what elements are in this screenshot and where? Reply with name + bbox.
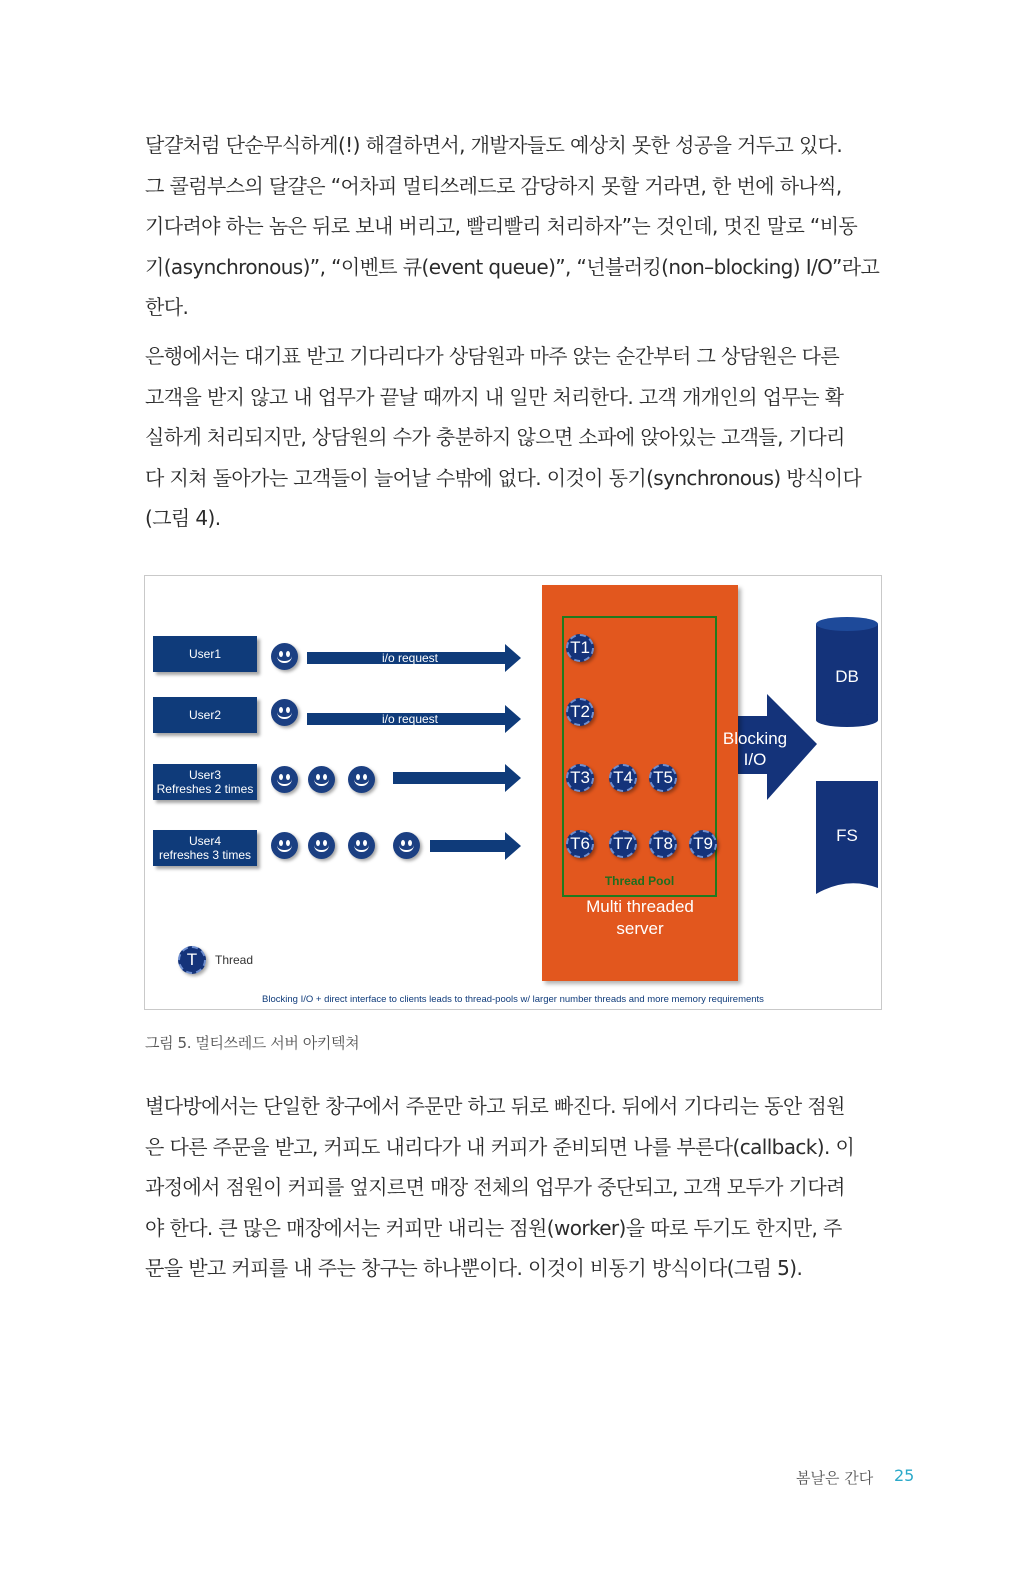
- legend-label: Thread: [215, 953, 254, 967]
- smiley-icon: [348, 832, 375, 859]
- thread-t2: T2: [566, 698, 594, 726]
- smiley-icon: [308, 832, 335, 859]
- blocking-label-line: I/O: [743, 750, 767, 769]
- thread-t1: T1: [566, 634, 594, 662]
- paragraph-1: [145, 125, 885, 328]
- smiley-icon: [348, 766, 375, 793]
- thread-pool-label: Thread Pool: [604, 874, 675, 888]
- thread-t4: T4: [609, 764, 637, 792]
- page-number: 25: [894, 1466, 915, 1485]
- server-label-line: Multi threaded: [586, 897, 694, 916]
- smiley-icon: [271, 643, 298, 670]
- thread-t7: T7: [609, 830, 637, 858]
- server-label-line: server: [616, 919, 664, 938]
- architecture-figure: [144, 575, 882, 1010]
- user2-box: User2: [153, 697, 257, 733]
- smiley-icon: [271, 766, 298, 793]
- text-line: 별다방에서는 단일한 창구에서 주문만 하고 뒤로 빠진다. 뒤에서 기다리는 동안 점원: [145, 1094, 845, 1118]
- text-line: (그림 4).: [145, 506, 221, 530]
- paragraph-3: [145, 1086, 885, 1289]
- text-line: 기(asynchronous)”, “이벤트 큐(event queue)”, “넌블러킹(non–blocking) I/O”라고: [145, 254, 880, 279]
- thread-t5: T5: [649, 764, 677, 792]
- db-label: DB: [835, 667, 859, 686]
- thread-t8: T8: [649, 830, 677, 858]
- text-line: 야 한다. 큰 많은 매장에서는 커피만 내리는 점원(worker)을 따로 두기도 한지만, 주: [145, 1215, 842, 1240]
- text-line: 실하게 처리되지만, 상담원의 수가 충분하지 않으면 소파에 앉아있는 고객들, 기다리: [145, 425, 845, 449]
- text-line: 달걀처럼 단순무식하게(!) 해결하면서, 개발자들도 예상치 못한 성공을 거두고 있다.: [145, 133, 843, 157]
- thread-t9: T9: [689, 830, 717, 858]
- request-arrow-user3: [393, 764, 521, 792]
- text-line: 고객을 받지 않고 내 업무가 끝날 때까지 내 일만 처리한다. 고객 개개인의 업무는 확: [145, 384, 844, 409]
- text-line: 기다려야 하는 놈은 뒤로 보내 버리고, 빨리빨리 처리하자”는 것인데, 멋진 말로 “비동: [145, 214, 858, 238]
- user3-box: User3 Refreshes 2 times: [153, 764, 257, 800]
- legend-thread-icon: T: [178, 946, 206, 974]
- text-line: 다 지쳐 돌아가는 고객들이 늘어날 수밖에 없다. 이것이 동기(synchronous) 방식이다: [145, 465, 862, 490]
- io-request-label-1: i/o request: [381, 651, 439, 665]
- text-line: 은 다른 주문을 받고, 커피도 내리다가 내 커피가 준비되면 나를 부른다(callback). 이: [145, 1134, 855, 1159]
- request-arrow-user4: [430, 832, 521, 860]
- smiley-icon: [308, 766, 335, 793]
- user1-box: User1: [153, 636, 257, 672]
- thread-t6: T6: [566, 830, 594, 858]
- user4-box: User4 refreshes 3 times: [153, 830, 257, 866]
- thread-t3: T3: [566, 764, 594, 792]
- text-line: 은행에서는 대기표 받고 기다리다가 상담원과 마주 앉는 순간부터 그 상담원은 다른: [145, 344, 840, 368]
- server-label: [542, 896, 738, 940]
- text-line: 문을 받고 커피를 내 주는 창구는 하나뿐이다. 이것이 비동기 방식이다(그림 5).: [145, 1256, 803, 1280]
- blocking-io-label: [717, 728, 793, 770]
- running-footer-title: 봄날은 간다: [796, 1469, 874, 1487]
- text-line: 한다.: [145, 295, 189, 319]
- fs-label: FS: [836, 826, 858, 845]
- smiley-icon: [271, 832, 298, 859]
- smiley-icon: [271, 699, 298, 726]
- figure-footer-note: Blocking I/O + direct interface to clients leads to thread-pools w/ larger number threads and more memory requirements: [262, 994, 764, 1005]
- text-line: 그 콜럼부스의 달걀은 “어차피 멀티쓰레드로 감당하지 못할 거라면, 한 번에 하나씩,: [145, 173, 842, 198]
- smiley-icon: [393, 832, 420, 859]
- figure-caption: 그림 5. 멀티쓰레드 서버 아키텍쳐: [145, 1034, 360, 1052]
- text-line: 과정에서 점원이 커피를 엎지르면 매장 전체의 업무가 중단되고, 고객 모두가 기다려: [145, 1175, 845, 1199]
- paragraph-2: [145, 336, 885, 539]
- io-request-label-2: i/o request: [381, 712, 439, 726]
- blocking-label-line: Blocking: [722, 729, 788, 748]
